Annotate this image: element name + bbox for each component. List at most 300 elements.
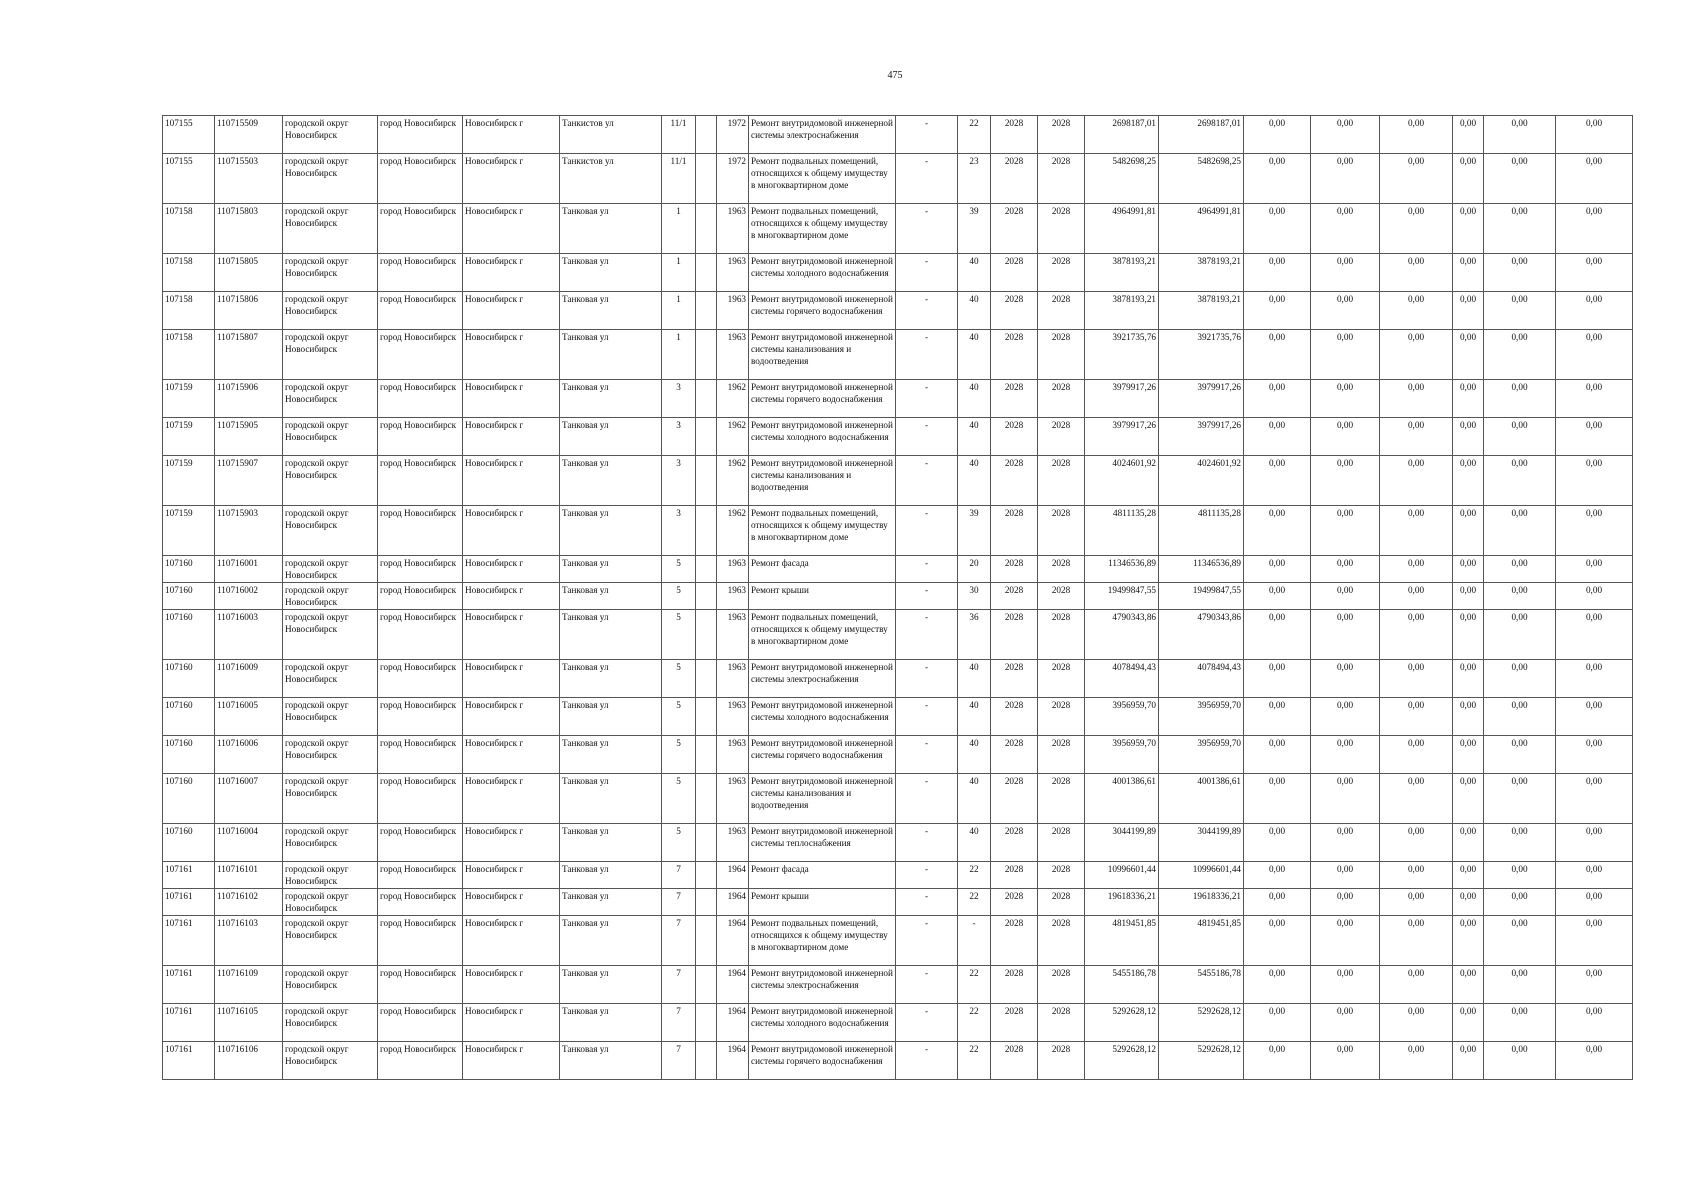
cell-fund-other: 0,00 [1453, 774, 1484, 824]
cell-locality: Новосибирск г [463, 418, 560, 456]
cell-wear-value: - [896, 889, 958, 916]
cell-work-type: Ремонт подвальных помещений, относящихся к общему имуществу в многоквартирном доме [749, 506, 896, 556]
cell-house-number: 11/1 [662, 116, 696, 154]
cell-house-number: 7 [662, 966, 696, 1004]
cell-work-id: 110715503 [215, 154, 283, 204]
cell-fund-other: 0,00 [1453, 660, 1484, 698]
cell-wear-value: - [896, 736, 958, 774]
cell-wear-value: - [896, 204, 958, 254]
cell-street: Танковая ул [560, 204, 662, 254]
cell-work-id: 110716105 [215, 1004, 283, 1042]
cell-total-cost: 3044199,89 [1085, 824, 1159, 862]
cell-plan-year-end: 2028 [1038, 610, 1085, 660]
cell-fund-federal: 0,00 [1244, 204, 1311, 254]
cell-wear-value: - [896, 556, 958, 583]
cell-work-type: Ремонт внутридомовой инженерной системы теплоснабжения [749, 824, 896, 862]
cell-fund-local: 0,00 [1380, 1042, 1453, 1080]
cell-total-cost: 19499847,55 [1085, 583, 1159, 610]
cell-fund-other: 0,00 [1453, 610, 1484, 660]
cell-fund-owners: 0,00 [1484, 774, 1556, 824]
cell-fund-extra: 0,00 [1556, 736, 1633, 774]
cell-plan-year-start: 2028 [991, 116, 1038, 154]
cell-building [696, 254, 717, 292]
cell-settlement: город Новосибирск [378, 583, 463, 610]
cell-building [696, 418, 717, 456]
cell-total-funding: 4790343,86 [1159, 610, 1244, 660]
cell-plan-year-start: 2028 [991, 292, 1038, 330]
cell-plan-year-start: 2028 [991, 1042, 1038, 1080]
cell-house-number: 3 [662, 380, 696, 418]
cell-settlement: город Новосибирск [378, 418, 463, 456]
cell-locality: Новосибирск г [463, 154, 560, 204]
cell-wear-value: - [896, 1042, 958, 1080]
cell-fund-owners: 0,00 [1484, 330, 1556, 380]
cell-work-id: 110715907 [215, 456, 283, 506]
cell-total-funding: 3979917,26 [1159, 380, 1244, 418]
cell-municipal-district: городской округ Новосибирск [283, 116, 378, 154]
cell-object-id: 107160 [163, 583, 215, 610]
cell-total-funding: 3878193,21 [1159, 254, 1244, 292]
cell-house-number: 7 [662, 916, 696, 966]
table-body [163, 116, 1633, 1080]
cell-fund-federal: 0,00 [1244, 380, 1311, 418]
cell-house-number: 7 [662, 1004, 696, 1042]
cell-fund-regional: 0,00 [1311, 916, 1380, 966]
cell-street: Танковая ул [560, 456, 662, 506]
cell-settlement: город Новосибирск [378, 254, 463, 292]
cell-year-built: 1963 [717, 556, 749, 583]
cell-building [696, 889, 717, 916]
cell-plan-year-start: 2028 [991, 774, 1038, 824]
cell-house-number: 1 [662, 254, 696, 292]
cell-fund-extra: 0,00 [1556, 380, 1633, 418]
cell-settlement: город Новосибирск [378, 824, 463, 862]
cell-year-built: 1964 [717, 889, 749, 916]
cell-municipal-district: городской округ Новосибирск [283, 660, 378, 698]
cell-object-id: 107160 [163, 556, 215, 583]
cell-municipal-district: городской округ Новосибирск [283, 774, 378, 824]
cell-object-id: 107155 [163, 116, 215, 154]
cell-object-id: 107161 [163, 1042, 215, 1080]
cell-work-id: 110716003 [215, 610, 283, 660]
cell-fund-other: 0,00 [1453, 916, 1484, 966]
cell-fund-regional: 0,00 [1311, 966, 1380, 1004]
cell-house-number: 7 [662, 862, 696, 889]
cell-year-built: 1962 [717, 506, 749, 556]
cell-fund-local: 0,00 [1380, 862, 1453, 889]
cell-work-type: Ремонт внутридомовой инженерной системы электроснабжения [749, 116, 896, 154]
cell-building [696, 916, 717, 966]
cell-fund-other: 0,00 [1453, 254, 1484, 292]
cell-wear-percent: 40 [958, 824, 991, 862]
cell-wear-value: - [896, 774, 958, 824]
cell-year-built: 1963 [717, 774, 749, 824]
cell-work-type: Ремонт подвальных помещений, относящихся к общему имуществу в многоквартирном доме [749, 610, 896, 660]
cell-plan-year-start: 2028 [991, 154, 1038, 204]
cell-plan-year-start: 2028 [991, 556, 1038, 583]
table-row [163, 824, 1633, 862]
cell-year-built: 1963 [717, 204, 749, 254]
cell-total-funding: 19618336,21 [1159, 889, 1244, 916]
cell-settlement: город Новосибирск [378, 380, 463, 418]
cell-total-cost: 4001386,61 [1085, 774, 1159, 824]
cell-wear-value: - [896, 660, 958, 698]
cell-municipal-district: городской округ Новосибирск [283, 418, 378, 456]
cell-fund-owners: 0,00 [1484, 506, 1556, 556]
cell-municipal-district: городской округ Новосибирск [283, 380, 378, 418]
cell-house-number: 5 [662, 660, 696, 698]
cell-wear-value: - [896, 966, 958, 1004]
cell-street: Танковая ул [560, 583, 662, 610]
cell-object-id: 107160 [163, 774, 215, 824]
cell-municipal-district: городской округ Новосибирск [283, 610, 378, 660]
cell-building [696, 583, 717, 610]
cell-fund-other: 0,00 [1453, 556, 1484, 583]
cell-plan-year-start: 2028 [991, 456, 1038, 506]
cell-fund-extra: 0,00 [1556, 889, 1633, 916]
cell-building [696, 774, 717, 824]
cell-wear-value: - [896, 154, 958, 204]
cell-fund-extra: 0,00 [1556, 292, 1633, 330]
cell-settlement: город Новосибирск [378, 698, 463, 736]
cell-fund-other: 0,00 [1453, 380, 1484, 418]
cell-fund-regional: 0,00 [1311, 824, 1380, 862]
cell-wear-percent: 40 [958, 698, 991, 736]
cell-fund-federal: 0,00 [1244, 889, 1311, 916]
cell-house-number: 1 [662, 204, 696, 254]
table-row [163, 380, 1633, 418]
cell-total-funding: 3921735,76 [1159, 330, 1244, 380]
cell-municipal-district: городской округ Новосибирск [283, 154, 378, 204]
cell-wear-percent: 39 [958, 506, 991, 556]
cell-fund-regional: 0,00 [1311, 610, 1380, 660]
cell-municipal-district: городской округ Новосибирск [283, 1004, 378, 1042]
cell-total-funding: 4024601,92 [1159, 456, 1244, 506]
cell-plan-year-end: 2028 [1038, 916, 1085, 966]
cell-fund-extra: 0,00 [1556, 506, 1633, 556]
cell-total-funding: 19499847,55 [1159, 583, 1244, 610]
cell-fund-owners: 0,00 [1484, 116, 1556, 154]
cell-wear-percent: 22 [958, 1004, 991, 1042]
cell-object-id: 107161 [163, 889, 215, 916]
cell-locality: Новосибирск г [463, 380, 560, 418]
cell-work-id: 110716101 [215, 862, 283, 889]
cell-year-built: 1962 [717, 456, 749, 506]
cell-fund-extra: 0,00 [1556, 774, 1633, 824]
cell-work-type: Ремонт подвальных помещений, относящихся к общему имуществу в многоквартирном доме [749, 916, 896, 966]
cell-total-cost: 4819451,85 [1085, 916, 1159, 966]
page-number: 475 [887, 70, 903, 81]
cell-fund-extra: 0,00 [1556, 204, 1633, 254]
cell-total-cost: 3979917,26 [1085, 380, 1159, 418]
cell-plan-year-start: 2028 [991, 506, 1038, 556]
cell-wear-percent: 40 [958, 380, 991, 418]
cell-work-id: 110716106 [215, 1042, 283, 1080]
cell-fund-owners: 0,00 [1484, 736, 1556, 774]
cell-object-id: 107161 [163, 966, 215, 1004]
cell-fund-federal: 0,00 [1244, 966, 1311, 1004]
cell-plan-year-end: 2028 [1038, 736, 1085, 774]
cell-year-built: 1963 [717, 254, 749, 292]
cell-fund-other: 0,00 [1453, 418, 1484, 456]
cell-year-built: 1964 [717, 862, 749, 889]
cell-fund-regional: 0,00 [1311, 556, 1380, 583]
cell-wear-percent: 40 [958, 456, 991, 506]
cell-locality: Новосибирск г [463, 1004, 560, 1042]
cell-settlement: город Новосибирск [378, 774, 463, 824]
cell-fund-owners: 0,00 [1484, 966, 1556, 1004]
cell-year-built: 1962 [717, 418, 749, 456]
cell-settlement: город Новосибирск [378, 154, 463, 204]
table-row [163, 292, 1633, 330]
cell-fund-owners: 0,00 [1484, 380, 1556, 418]
cell-fund-other: 0,00 [1453, 204, 1484, 254]
cell-fund-local: 0,00 [1380, 824, 1453, 862]
cell-total-cost: 3878193,21 [1085, 292, 1159, 330]
cell-total-cost: 5292628,12 [1085, 1004, 1159, 1042]
cell-work-type: Ремонт внутридомовой инженерной системы холодного водоснабжения [749, 1004, 896, 1042]
cell-plan-year-end: 2028 [1038, 698, 1085, 736]
cell-fund-regional: 0,00 [1311, 660, 1380, 698]
cell-work-id: 110715805 [215, 254, 283, 292]
cell-settlement: город Новосибирск [378, 862, 463, 889]
cell-work-id: 110716007 [215, 774, 283, 824]
cell-work-type: Ремонт внутридомовой инженерной системы холодного водоснабжения [749, 418, 896, 456]
cell-fund-regional: 0,00 [1311, 380, 1380, 418]
cell-fund-local: 0,00 [1380, 506, 1453, 556]
cell-street: Танковая ул [560, 610, 662, 660]
cell-work-type: Ремонт внутридомовой инженерной системы горячего водоснабжения [749, 292, 896, 330]
cell-wear-percent: 40 [958, 330, 991, 380]
cell-building [696, 660, 717, 698]
cell-work-id: 110716005 [215, 698, 283, 736]
cell-fund-other: 0,00 [1453, 154, 1484, 204]
cell-fund-owners: 0,00 [1484, 418, 1556, 456]
cell-fund-local: 0,00 [1380, 610, 1453, 660]
cell-object-id: 107155 [163, 154, 215, 204]
cell-building [696, 1004, 717, 1042]
cell-plan-year-end: 2028 [1038, 456, 1085, 506]
cell-building [696, 736, 717, 774]
cell-fund-other: 0,00 [1453, 966, 1484, 1004]
cell-settlement: город Новосибирск [378, 556, 463, 583]
cell-fund-regional: 0,00 [1311, 254, 1380, 292]
cell-municipal-district: городской округ Новосибирск [283, 916, 378, 966]
cell-plan-year-start: 2028 [991, 862, 1038, 889]
cell-work-id: 110716006 [215, 736, 283, 774]
cell-total-cost: 19618336,21 [1085, 889, 1159, 916]
cell-fund-extra: 0,00 [1556, 456, 1633, 506]
cell-wear-percent: 23 [958, 154, 991, 204]
cell-street: Танковая ул [560, 330, 662, 380]
cell-year-built: 1964 [717, 1042, 749, 1080]
cell-street: Танковая ул [560, 660, 662, 698]
cell-house-number: 11/1 [662, 154, 696, 204]
cell-fund-other: 0,00 [1453, 824, 1484, 862]
cell-fund-local: 0,00 [1380, 380, 1453, 418]
table-row [163, 254, 1633, 292]
cell-plan-year-start: 2028 [991, 889, 1038, 916]
cell-total-funding: 3044199,89 [1159, 824, 1244, 862]
cell-settlement: город Новосибирск [378, 506, 463, 556]
cell-wear-value: - [896, 610, 958, 660]
table-row [163, 1004, 1633, 1042]
cell-settlement: город Новосибирск [378, 330, 463, 380]
cell-wear-percent: 22 [958, 1042, 991, 1080]
cell-work-id: 110716103 [215, 916, 283, 966]
cell-street: Танковая ул [560, 380, 662, 418]
cell-locality: Новосибирск г [463, 204, 560, 254]
cell-year-built: 1962 [717, 380, 749, 418]
cell-plan-year-start: 2028 [991, 330, 1038, 380]
cell-fund-owners: 0,00 [1484, 824, 1556, 862]
cell-plan-year-end: 2028 [1038, 380, 1085, 418]
cell-work-id: 110716009 [215, 660, 283, 698]
cell-settlement: город Новосибирск [378, 610, 463, 660]
table-row [163, 330, 1633, 380]
cell-wear-percent: 36 [958, 610, 991, 660]
cell-locality: Новосибирск г [463, 254, 560, 292]
cell-wear-percent: 22 [958, 116, 991, 154]
cell-municipal-district: городской округ Новосибирск [283, 862, 378, 889]
cell-settlement: город Новосибирск [378, 116, 463, 154]
cell-locality: Новосибирск г [463, 774, 560, 824]
cell-total-cost: 3956959,70 [1085, 736, 1159, 774]
table-row [163, 204, 1633, 254]
cell-fund-local: 0,00 [1380, 204, 1453, 254]
cell-year-built: 1963 [717, 292, 749, 330]
cell-fund-extra: 0,00 [1556, 330, 1633, 380]
cell-work-type: Ремонт внутридомовой инженерной системы холодного водоснабжения [749, 254, 896, 292]
table-row [163, 889, 1633, 916]
cell-total-cost: 4811135,28 [1085, 506, 1159, 556]
cell-total-funding: 11346536,89 [1159, 556, 1244, 583]
cell-total-funding: 4078494,43 [1159, 660, 1244, 698]
cell-locality: Новосибирск г [463, 583, 560, 610]
cell-fund-owners: 0,00 [1484, 154, 1556, 204]
cell-total-cost: 5292628,12 [1085, 1042, 1159, 1080]
cell-wear-value: - [896, 456, 958, 506]
cell-plan-year-start: 2028 [991, 204, 1038, 254]
cell-fund-local: 0,00 [1380, 292, 1453, 330]
cell-fund-local: 0,00 [1380, 966, 1453, 1004]
cell-locality: Новосибирск г [463, 556, 560, 583]
cell-plan-year-end: 2028 [1038, 556, 1085, 583]
cell-house-number: 7 [662, 1042, 696, 1080]
cell-building [696, 556, 717, 583]
cell-work-id: 110715905 [215, 418, 283, 456]
cell-fund-federal: 0,00 [1244, 254, 1311, 292]
cell-work-type: Ремонт фасада [749, 862, 896, 889]
cell-street: Танковая ул [560, 736, 662, 774]
cell-plan-year-end: 2028 [1038, 418, 1085, 456]
cell-municipal-district: городской округ Новосибирск [283, 506, 378, 556]
cell-municipal-district: городской округ Новосибирск [283, 456, 378, 506]
cell-plan-year-start: 2028 [991, 583, 1038, 610]
cell-total-cost: 2698187,01 [1085, 116, 1159, 154]
cell-fund-regional: 0,00 [1311, 736, 1380, 774]
cell-fund-regional: 0,00 [1311, 506, 1380, 556]
cell-fund-federal: 0,00 [1244, 610, 1311, 660]
cell-municipal-district: городской округ Новосибирск [283, 556, 378, 583]
cell-fund-local: 0,00 [1380, 736, 1453, 774]
cell-municipal-district: городской округ Новосибирск [283, 966, 378, 1004]
cell-building [696, 380, 717, 418]
cell-fund-federal: 0,00 [1244, 736, 1311, 774]
cell-wear-value: - [896, 698, 958, 736]
cell-plan-year-end: 2028 [1038, 824, 1085, 862]
cell-municipal-district: городской округ Новосибирск [283, 583, 378, 610]
cell-wear-percent: 20 [958, 556, 991, 583]
cell-work-type: Ремонт внутридомовой инженерной системы горячего водоснабжения [749, 1042, 896, 1080]
cell-plan-year-start: 2028 [991, 610, 1038, 660]
cell-plan-year-start: 2028 [991, 698, 1038, 736]
cell-fund-other: 0,00 [1453, 862, 1484, 889]
cell-object-id: 107159 [163, 506, 215, 556]
table-row [163, 610, 1633, 660]
cell-total-funding: 5482698,25 [1159, 154, 1244, 204]
cell-object-id: 107160 [163, 698, 215, 736]
cell-plan-year-end: 2028 [1038, 862, 1085, 889]
cell-total-funding: 4001386,61 [1159, 774, 1244, 824]
table-row [163, 556, 1633, 583]
cell-work-type: Ремонт внутридомовой инженерной системы электроснабжения [749, 660, 896, 698]
cell-wear-value: - [896, 1004, 958, 1042]
cell-wear-percent: 40 [958, 736, 991, 774]
cell-municipal-district: городской округ Новосибирск [283, 824, 378, 862]
cell-locality: Новосибирск г [463, 506, 560, 556]
cell-total-cost: 5455186,78 [1085, 966, 1159, 1004]
cell-municipal-district: городской округ Новосибирск [283, 330, 378, 380]
cell-year-built: 1963 [717, 660, 749, 698]
cell-fund-regional: 0,00 [1311, 418, 1380, 456]
cell-wear-value: - [896, 916, 958, 966]
cell-total-funding: 4811135,28 [1159, 506, 1244, 556]
cell-object-id: 107160 [163, 610, 215, 660]
cell-object-id: 107158 [163, 254, 215, 292]
cell-year-built: 1963 [717, 610, 749, 660]
cell-municipal-district: городской округ Новосибирск [283, 204, 378, 254]
cell-settlement: город Новосибирск [378, 966, 463, 1004]
cell-total-cost: 3921735,76 [1085, 330, 1159, 380]
cell-year-built: 1963 [717, 330, 749, 380]
cell-locality: Новосибирск г [463, 116, 560, 154]
cell-work-id: 110715806 [215, 292, 283, 330]
cell-fund-federal: 0,00 [1244, 862, 1311, 889]
cell-settlement: город Новосибирск [378, 1042, 463, 1080]
cell-plan-year-start: 2028 [991, 966, 1038, 1004]
cell-work-type: Ремонт подвальных помещений, относящихся к общему имуществу в многоквартирном доме [749, 154, 896, 204]
cell-fund-owners: 0,00 [1484, 1004, 1556, 1042]
cell-fund-local: 0,00 [1380, 583, 1453, 610]
cell-fund-local: 0,00 [1380, 889, 1453, 916]
cell-fund-federal: 0,00 [1244, 456, 1311, 506]
cell-settlement: город Новосибирск [378, 660, 463, 698]
cell-work-type: Ремонт внутридомовой инженерной системы канализования и водоотведения [749, 330, 896, 380]
cell-building [696, 456, 717, 506]
cell-house-number: 7 [662, 889, 696, 916]
table-row [163, 698, 1633, 736]
cell-year-built: 1963 [717, 583, 749, 610]
table-row [163, 456, 1633, 506]
cell-wear-value: - [896, 254, 958, 292]
cell-year-built: 1963 [717, 698, 749, 736]
cell-fund-owners: 0,00 [1484, 1042, 1556, 1080]
cell-year-built: 1972 [717, 154, 749, 204]
cell-total-cost: 4024601,92 [1085, 456, 1159, 506]
cell-wear-percent: 40 [958, 292, 991, 330]
cell-building [696, 506, 717, 556]
